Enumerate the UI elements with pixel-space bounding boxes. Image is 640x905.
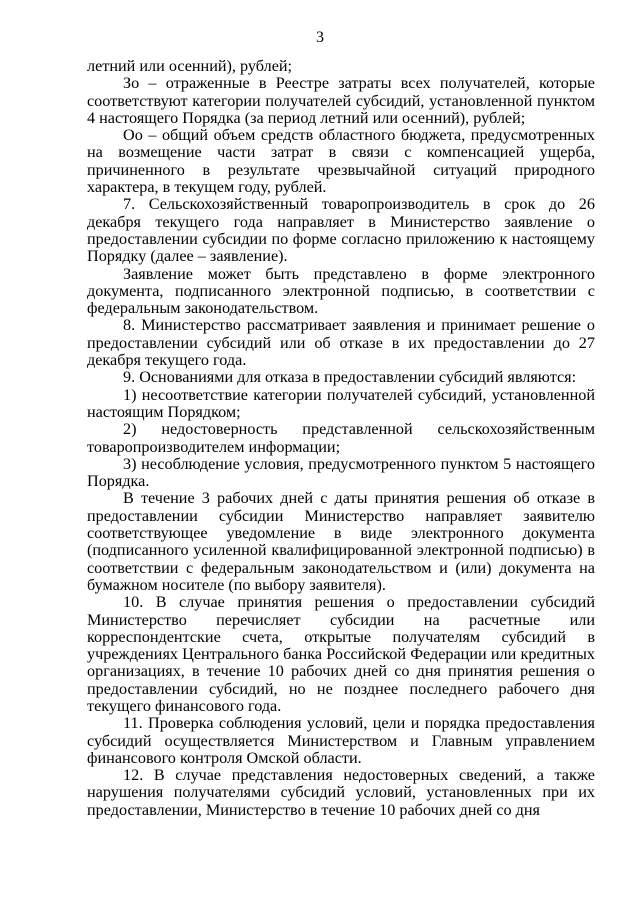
paragraph-continuation: летний или осенний), рублей; [87, 57, 293, 75]
paragraph-item-9-3: 3) несоблюдение условия, предусмотренного пунктом 5 настоящего Порядка. [87, 454, 595, 491]
page-number: 3 [316, 29, 324, 46]
paragraph-refusal-notice: В течение 3 рабочих дней с даты принятия решения об отказе в предоставлении субсидии Министерство направляет заявителю соответствующее уведомление в виде электронного документа (подписанного усиленной квалифицированной электронной подписью) в соответствии с федеральным законодательством и (или) документа на бумажном носителе (по выбору заявителя). [87, 489, 595, 594]
paragraph-item-9-2: 2) недостоверность представленной сельскохозяйственным товаропроизводителем информации; [87, 420, 595, 456]
paragraph-item-11: 11. Проверка соблюдения условий, цели и порядка предоставления субсидий осуществляется Министерством и Главным управлением финансового контроля Омской области. [87, 714, 595, 767]
paragraph-item-12: 12. В случае представления недостоверных сведений, а также нарушения получателями субсидий условий, установленных при их предоставлении, Министерство в течение 10 рабочих дней со дня [87, 766, 595, 819]
paragraph-item-7: 7. Сельскохозяйственный товаропроизводитель в срок до 26 декабря текущего года направляет в Министерство заявление о предоставлении субсидии по форме согласно приложению к настоящему Порядку (далее – заявление). [87, 195, 595, 266]
document-body [87, 58, 595, 819]
paragraph-zo-definition: Зо – отраженные в Реестре затраты всех получателей, которые соответствуют категории получателей субсидий, установленной пунктом 4 настоящего Порядка (за период летний или осенний), рублей; [87, 74, 595, 127]
paragraph-item-9-1: 1) несоответствие категории получателей субсидий, установленной настоящим Порядком; [87, 385, 595, 421]
paragraph-item-8: 8. Министерство рассматривает заявления и принимает решение о предоставлении субсидий или об отказе в их предоставлении до 27 декабря текущего года. [87, 316, 595, 370]
paragraph-electronic-form: Заявление может быть представлено в форме электронного документа, подписанного электронной подписью, в соответствии с федеральным законодательством. [87, 264, 595, 318]
paragraph-oo-definition: Оо – общий объем средств областного бюджета, предусмотренных на возмещение части затрат в связи с компенсацией ущерба, причиненного в результате чрезвычайной ситуаций природного характера, в текущем году, рублей. [87, 126, 595, 197]
paragraph-item-10: 10. В случае принятия решения о предоставлении субсидий Министерство перечисляет субсидии на расчетные или корреспондентские счета, открытые получателям субсидий в учреждениях Центрального банка Российской Федерации или кредитных организациях, в течение 10 рабочих дней со дня принятия решения о предоставлении субсидий, но не позднее последнего рабочего дня текущего финансового года. [87, 593, 595, 715]
paragraph-item-9: 9. Основаниями для отказа в предоставлении субсидий являются: [123, 368, 577, 387]
